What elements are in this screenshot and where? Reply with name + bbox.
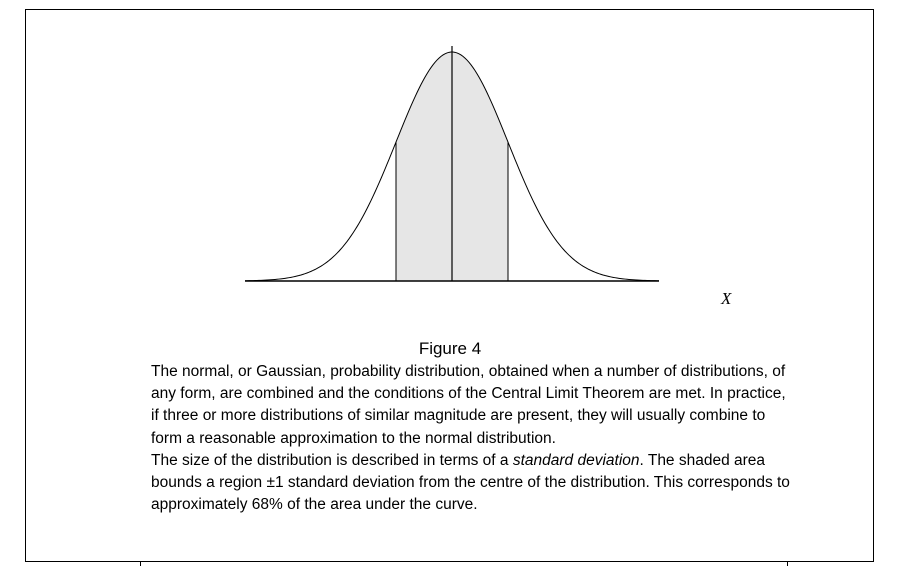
caption-text: The size of the distribution is described in terms of a	[151, 451, 513, 469]
caption-paragraph-1: The normal, or Gaussian, probability distribution, obtained when a number of distributions, of any form, are combined and the conditions of the Central Limit Theorem are met. In practice, if three or more distributions of similar magnitude are present, they will usually combine to form a reasonable approximation to the normal distribution.	[151, 363, 786, 447]
figure-title: Figure 4	[418, 339, 482, 358]
x-axis-label: X	[721, 289, 732, 308]
caption-paragraph-2	[151, 450, 791, 517]
caption-emphasis: standard deviation	[512, 451, 640, 469]
figure-caption	[151, 361, 791, 516]
caption-text: . The shaded area bounds a region ±1 standard deviation from the centre of the distribution. This corresponds to approximately 68% of the area under the curve.	[151, 451, 790, 514]
